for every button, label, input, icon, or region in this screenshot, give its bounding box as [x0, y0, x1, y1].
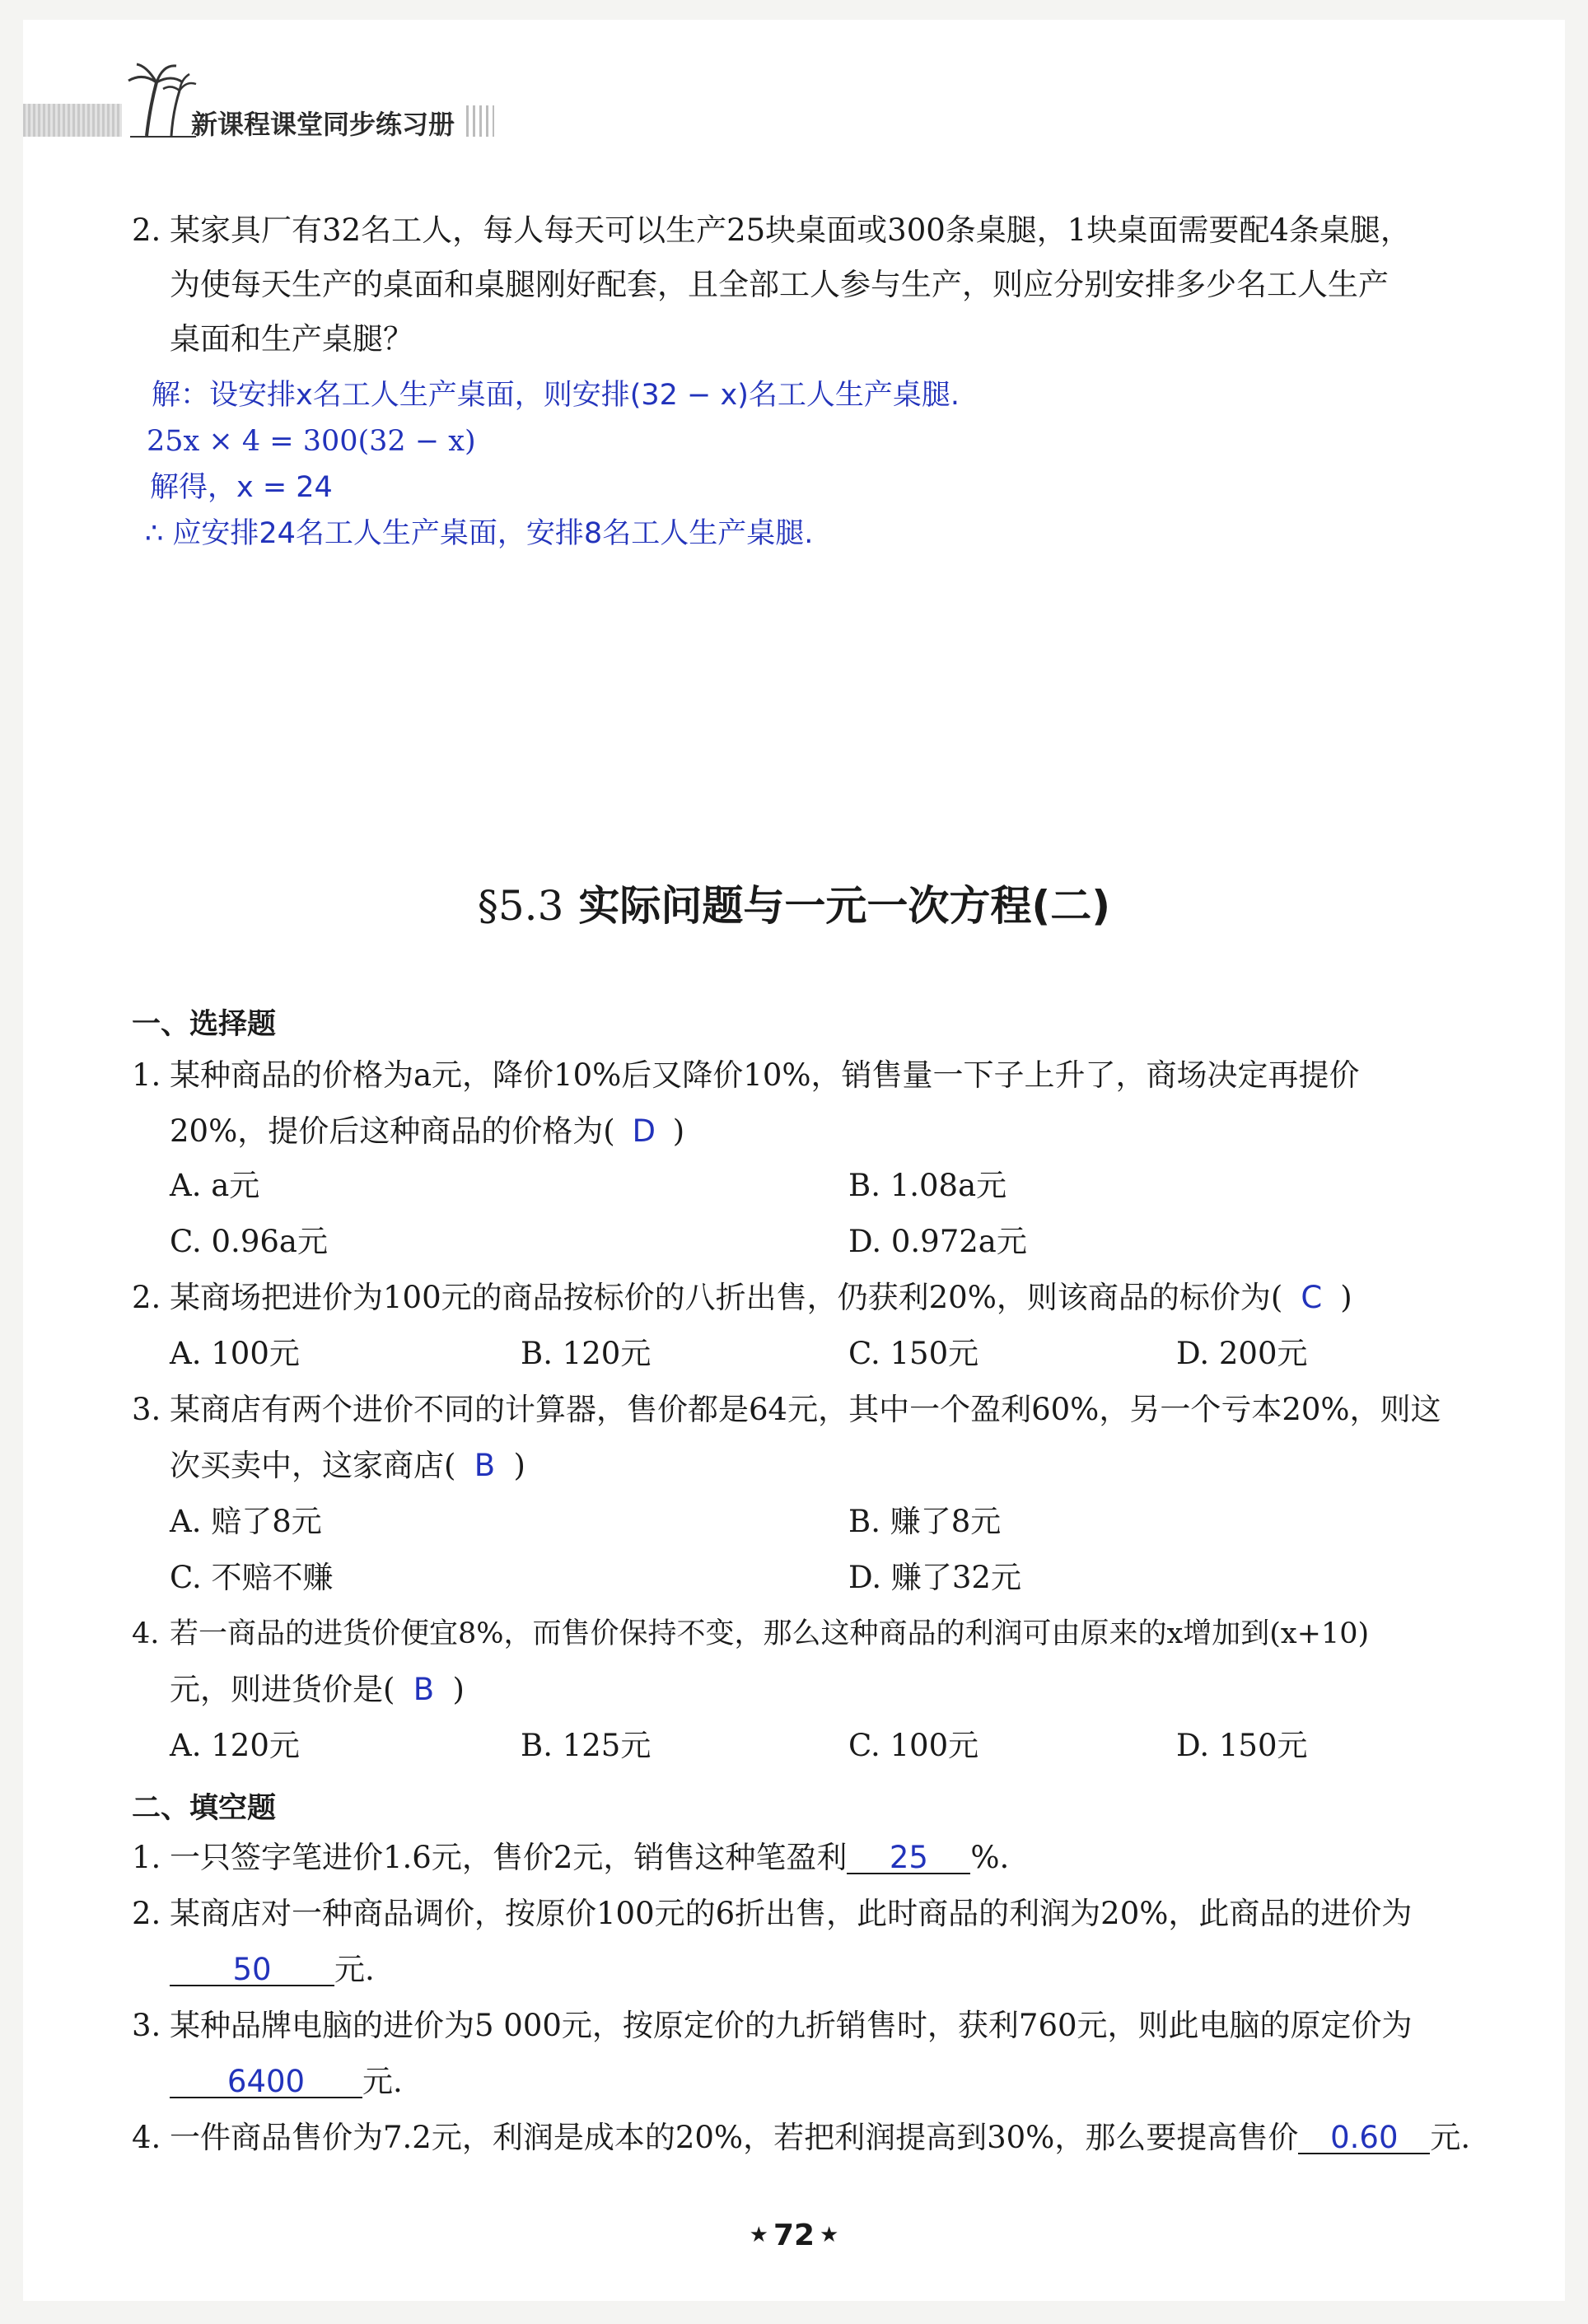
fill-q4-answer-blank: 0.60	[1298, 2123, 1430, 2154]
choice-q3-answer: B	[474, 1448, 496, 1483]
choice-q2-option-d: D. 200元	[1176, 1336, 1308, 1371]
choice-q1-line-1: 1. 某种商品的价格为a元，降价10%后又降价10%，销售量一下子上升了，商场决定再提价	[132, 1057, 1360, 1093]
problem-2-line-3: 桌面和生产桌腿？	[170, 321, 413, 357]
choice-q4-line-1: 4. 若一商品的进货价便宜8%，而售价保持不变，那么这种商品的利润可由原来的x增加到(x+10)	[132, 1617, 1370, 1650]
choice-q1-line-2: 20%，提价后这种商品的价格为( D )	[170, 1113, 685, 1149]
choice-q3-line-2: 次买卖中，这家商店( B )	[170, 1448, 525, 1483]
choice-q2-option-a: A. 100元	[170, 1336, 300, 1371]
choice-q2-answer: C	[1301, 1280, 1323, 1315]
choice-q3-line-1: 3. 某商店有两个进价不同的计算器，售价都是64元，其中一个盈利60%，另一个亏本20%，则这	[132, 1392, 1441, 1427]
fill-q1-line: 1. 一只签字笔进价1.6元，售价2元，销售这种笔盈利 25 %.	[132, 1840, 1010, 1875]
choice-q1-answer: D	[632, 1113, 656, 1149]
choice-q3-option-a: A. 赔了8元	[170, 1504, 322, 1539]
choice-q4-answer: B	[413, 1672, 435, 1707]
fill-q4-line: 4. 一件商品售价为7.2元，利润是成本的20%，若把利润提高到30%，那么要提高售价 0.60 元.	[132, 2120, 1471, 2155]
solution-line-4: ∴ 应安排24名工人生产桌面，安排8名工人生产桌腿.	[145, 517, 814, 550]
choice-q4-option-d: D. 150元	[1176, 1728, 1308, 1763]
choice-q3-option-c: C. 不赔不赚	[170, 1560, 334, 1595]
choice-q4-option-c: C. 100元	[848, 1728, 979, 1763]
header-decoration-bar	[23, 104, 122, 137]
choice-q3-option-b: B. 赚了8元	[848, 1504, 1002, 1539]
star-icon: ★	[820, 2223, 839, 2247]
solution-line-2: 25x × 4 = 300(32 − x)	[147, 425, 476, 458]
fill-q3-line-2: 6400 元.	[170, 2064, 403, 2100]
choice-q3-option-d: D. 赚了32元	[848, 1560, 1021, 1595]
star-icon: ★	[749, 2223, 768, 2247]
fill-q3-answer-blank: 6400	[170, 2067, 362, 2098]
fill-q2-line-2: 50 元.	[170, 1952, 375, 1988]
choice-q4-option-b: B. 125元	[521, 1728, 652, 1763]
solution-line-3: 解得，x = 24	[150, 471, 333, 504]
problem-2-line-2: 为使每天生产的桌面和桌腿刚好配套，且全部工人参与生产，则应分别安排多少名工人生产	[170, 267, 1389, 302]
fill-heading: 二、填空题	[132, 1792, 277, 1825]
choice-q1-option-a: A. a元	[170, 1168, 260, 1203]
choice-q1-option-b: B. 1.08a元	[848, 1168, 1007, 1203]
choice-q1-option-d: D. 0.972a元	[848, 1224, 1027, 1259]
page-number: ★ 72 ★	[749, 2219, 839, 2252]
fill-q1-answer-blank: 25	[847, 1843, 970, 1874]
header-decoration-ticks	[466, 105, 494, 137]
header-title: 新课程课堂同步练习册	[191, 109, 455, 140]
section-title: §5.3 实际问题与一元一次方程(二)	[477, 882, 1111, 930]
choice-q2-line-1: 2. 某商场把进价为100元的商品按标价的八折出售，仍获利20%，则该商品的标价为( C )	[132, 1280, 1352, 1315]
choice-q2-option-b: B. 120元	[521, 1336, 652, 1371]
fill-q2-line-1: 2. 某商店对一种商品调价，按原价100元的6折出售，此时商品的利润为20%，此商品的进价为	[132, 1896, 1413, 1931]
choice-q2-option-c: C. 150元	[848, 1336, 979, 1371]
choice-heading: 一、选择题	[132, 1008, 277, 1041]
choice-q1-option-c: C. 0.96a元	[170, 1224, 328, 1259]
choice-q4-option-a: A. 120元	[170, 1728, 300, 1763]
fill-q2-answer-blank: 50	[170, 1955, 334, 1986]
solution-line-1: 解：设安排x名工人生产桌面，则安排(32 − x)名工人生产桌腿.	[152, 379, 960, 412]
problem-2-line-1: 2. 某家具厂有32名工人，每人每天可以生产25块桌面或300条桌腿，1块桌面需要配4条桌腿，	[132, 212, 1411, 248]
fill-q3-line-1: 3. 某种品牌电脑的进价为5 000元，按原定价的九折销售时，获利760元，则此电脑的原定价为	[132, 2008, 1413, 2043]
choice-q4-line-2: 元，则进货价是( B )	[170, 1672, 465, 1707]
